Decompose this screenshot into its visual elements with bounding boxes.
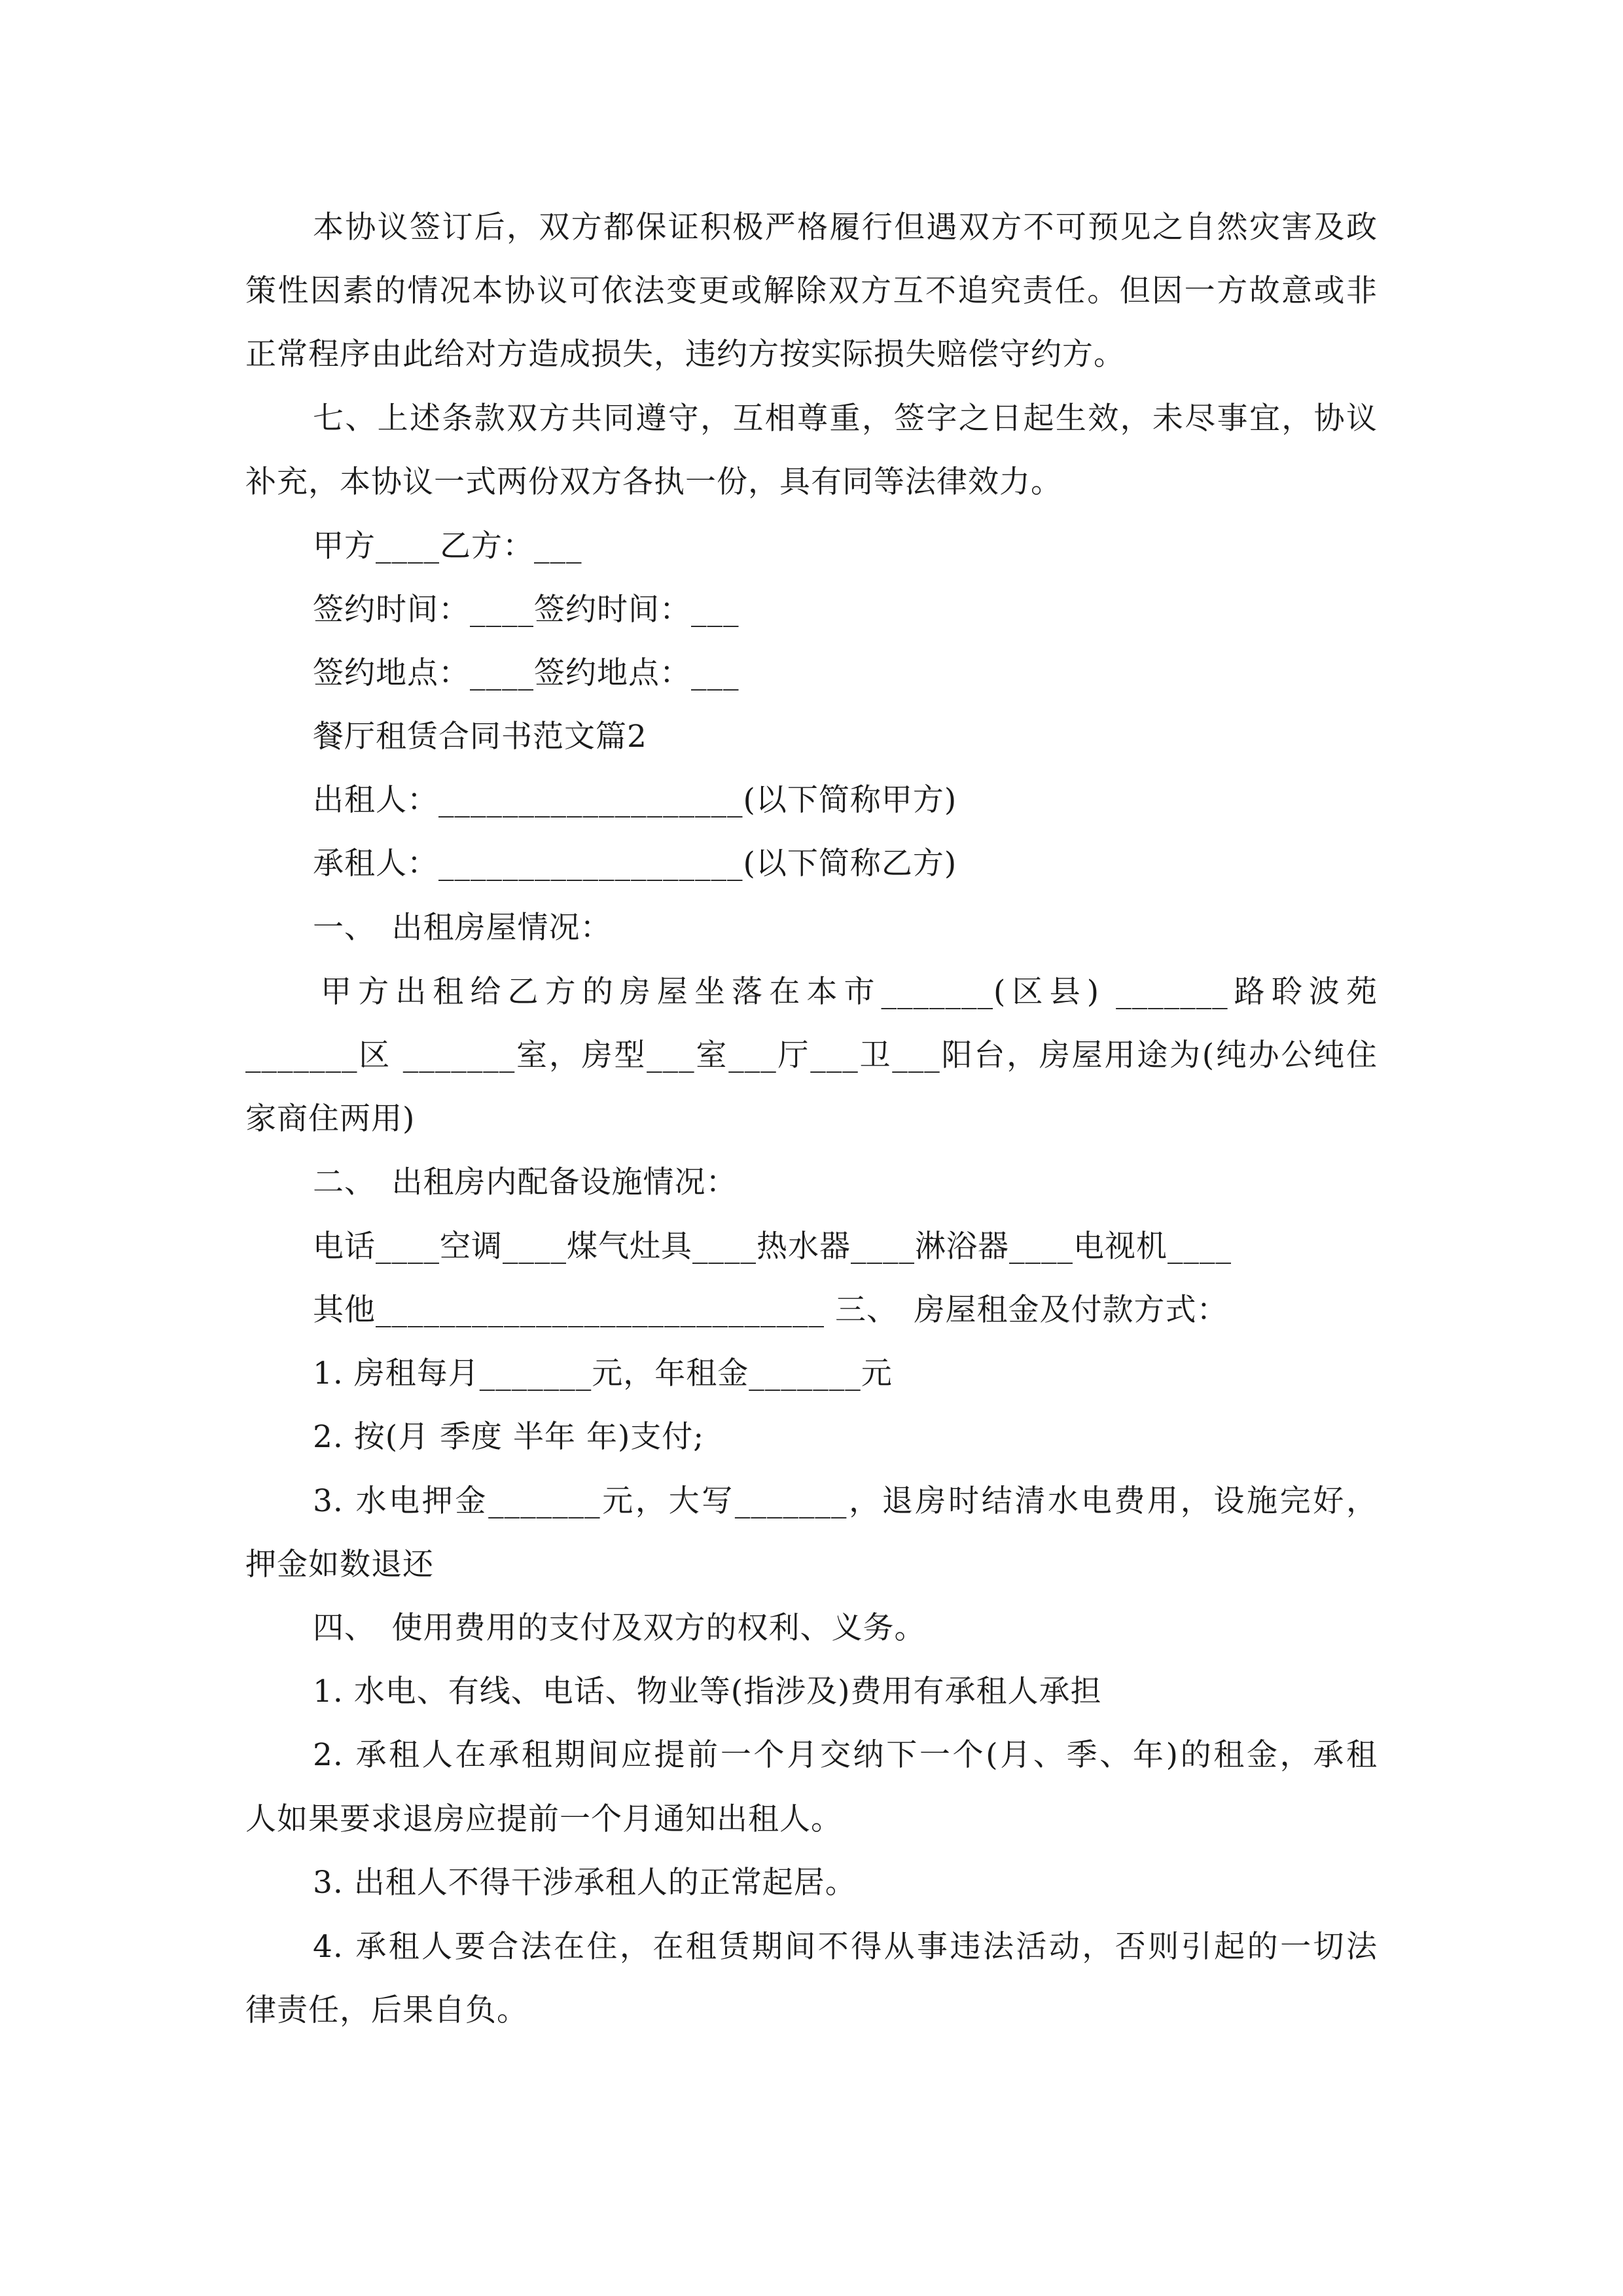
signature-place-line: 签约地点：____签约地点：___: [313, 655, 740, 691]
clause-heading: 二、 出租房内配备设施情况：: [313, 1164, 738, 1200]
paragraph-line: 七、上述条款双方共同遵守，互相尊重，签字之日起生效，未尽事宜，协议: [313, 401, 1378, 437]
list-item: 1. 房租每月_______元，年租金_______元: [313, 1355, 893, 1391]
paragraph-line: 策性因素的情况本协议可依法变更或解除双方互不追究责任。但因一方故意或非: [245, 273, 1378, 309]
section-title: 餐厅租赁合同书范文篇2: [313, 719, 647, 755]
paragraph-line: 本协议签订后，双方都保证积极严格履行但遇双方不可预见之自然灾害及政: [313, 209, 1378, 245]
paragraph-line: _______区 _______室，房型___室___厅___卫___阳台，房屋用途为(纯办公纯住: [245, 1037, 1378, 1073]
signature-party-line: 甲方____乙方：___: [313, 528, 582, 564]
list-item: 1. 水电、有线、电话、物业等(指涉及)费用有承租人承担: [313, 1674, 1102, 1710]
signature-date-line: 签约时间：____签约时间：___: [313, 592, 740, 628]
list-item: 2. 承租人在承租期间应提前一个月交纳下一个(月、季、年)的租金，承租: [313, 1737, 1378, 1773]
facilities-line: 电话____空调____煤气灶具____热水器____淋浴器____电视机____: [313, 1229, 1232, 1265]
clause-heading: 一、 出租房屋情况：: [313, 910, 612, 946]
list-item: 4. 承租人要合法在住，在租赁期间不得从事违法活动，否则引起的一切法: [313, 1929, 1378, 1965]
clause-heading: 四、 使用费用的支付及双方的权利、义务。: [313, 1610, 926, 1646]
list-item: 3. 水电押金_______元，大写_______，退房时结清水电费用，设施完好，: [313, 1483, 1378, 1519]
paragraph-line: 甲方出租给乙方的房屋坐落在本市_______(区县) _______路聆波苑: [321, 974, 1378, 1010]
paragraph-line: 押金如数退还: [245, 1547, 434, 1583]
list-item: 2. 按(月 季度 半年 年)支付;: [313, 1419, 705, 1455]
paragraph-line: 律责任，后果自负。: [245, 1992, 528, 2028]
paragraph-line: 人如果要求退房应提前一个月通知出租人。: [245, 1801, 842, 1837]
paragraph-line: 正常程序由此给对方造成损失，违约方按实际损失赔偿守约方。: [245, 336, 1125, 372]
list-item: 3. 出租人不得干涉承租人的正常起居。: [313, 1865, 857, 1901]
paragraph-line: 家商住两用): [245, 1101, 416, 1137]
lessor-line: 出租人：___________________(以下简称甲方): [313, 782, 957, 818]
paragraph-line: 其他____________________________ 三、 房屋租金及付款方式：: [313, 1292, 1228, 1328]
paragraph-line: 补充，本协议一式两份双方各执一份，具有同等法律效力。: [245, 464, 1062, 500]
lessee-line: 承租人：___________________(以下简称乙方): [313, 846, 957, 882]
